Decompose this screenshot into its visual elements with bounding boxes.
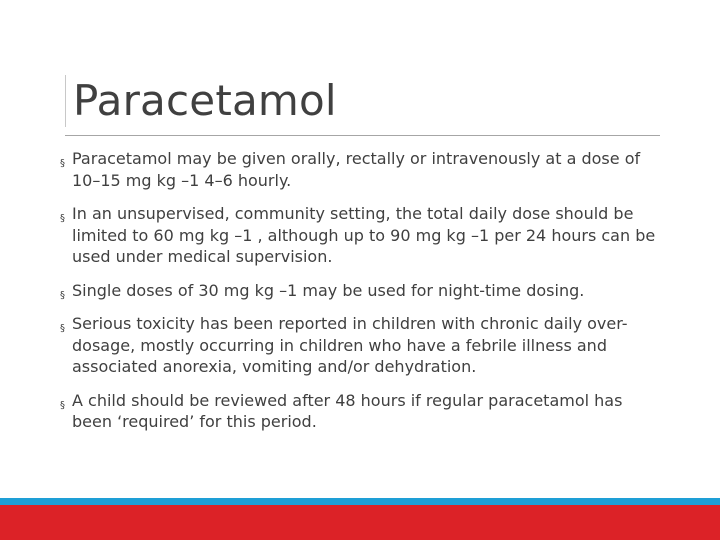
slide-title: Paracetamol <box>73 76 337 125</box>
bullet-item <box>60 390 660 433</box>
bullet-item <box>60 148 660 191</box>
bullet-item <box>60 203 660 268</box>
bullet-marker-icon: § <box>60 213 65 224</box>
title-accent-line <box>65 75 66 127</box>
bullet-marker-icon: § <box>60 399 65 411</box>
bullet-text: A child should be reviewed after 48 hours if regular paracetamol has been ‘required’ for this period. <box>72 390 623 431</box>
title-divider <box>65 135 660 136</box>
bullet-item <box>60 280 660 302</box>
bullet-text: Paracetamol may be given orally, rectally or intravenously at a dose of 10–15 mg kg –1 4–6 hourly. <box>72 149 641 190</box>
footer-blue-stripe <box>0 498 720 505</box>
bullet-item <box>60 313 660 378</box>
bullet-marker-icon: § <box>60 289 65 301</box>
bullet-text: In an unsupervised, community setting, the total daily dose should be limited to 60 mg kg –1 , although up to 90 mg kg –1 per 24 hours can be used under medical supervision. <box>72 204 656 266</box>
bullet-list <box>60 148 660 445</box>
bullet-marker-icon: § <box>60 158 65 169</box>
bullet-marker-icon: § <box>60 323 65 334</box>
bullet-text: Single doses of 30 mg kg –1 may be used for night-time dosing. <box>72 280 585 300</box>
footer-red-band <box>0 505 720 540</box>
bullet-text: Serious toxicity has been reported in children with chronic daily over-dosage, mostly occurring in children who have a febrile illness and associated anorexia, vomiting and/or dehydration. <box>72 314 628 376</box>
